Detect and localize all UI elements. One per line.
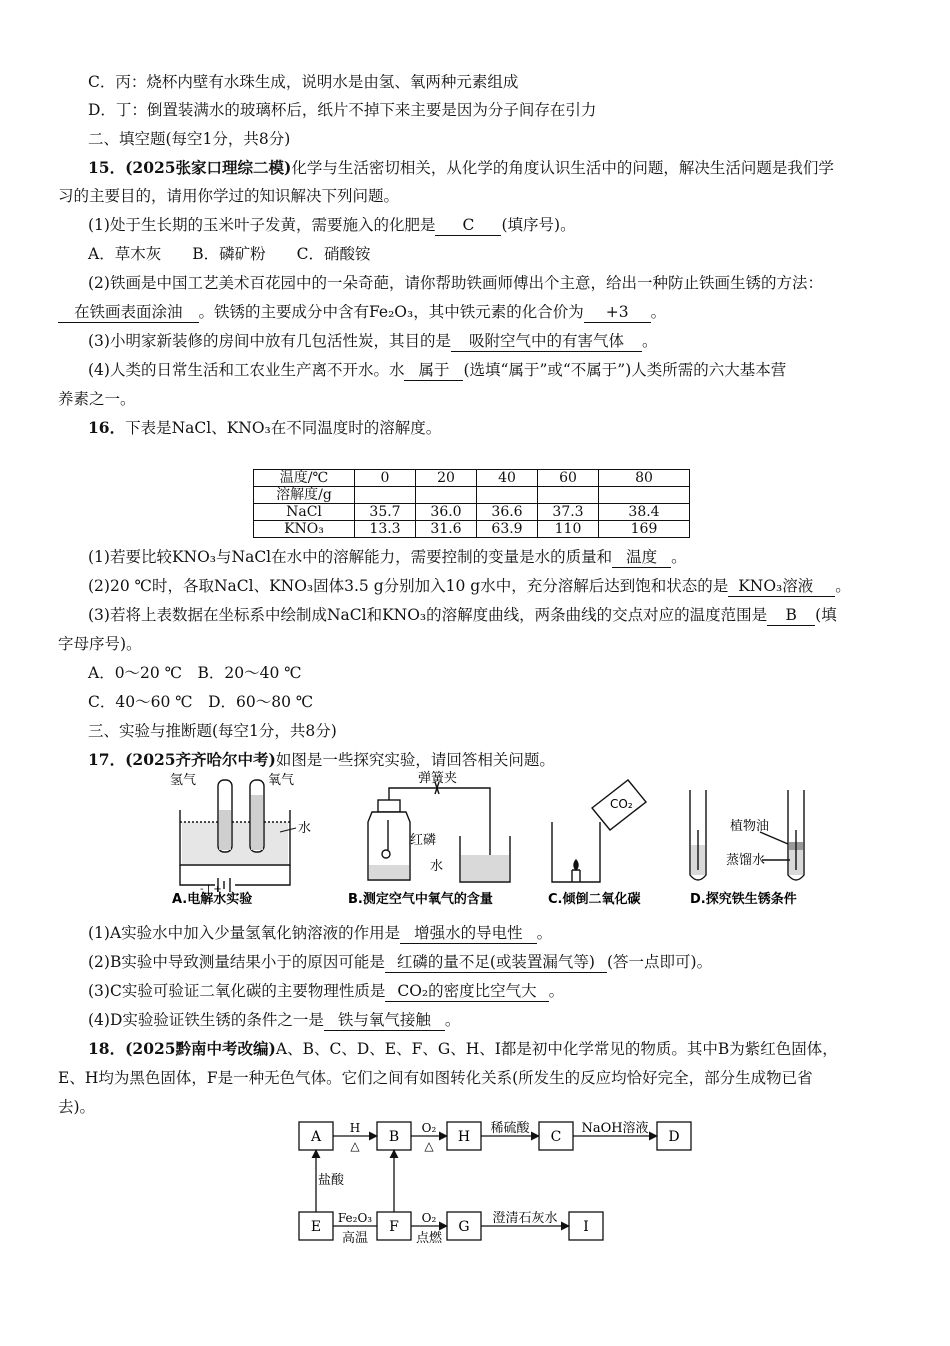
edge-ef-top: Fe₂O₃ [337, 1211, 373, 1225]
q16-number: 16． [88, 418, 126, 437]
svg-text:G: G [458, 1219, 470, 1235]
label-oxygen: 氧气 [268, 773, 295, 788]
q17-experiment-figure [160, 770, 820, 910]
q15-source: (2025张家口理综二模) [125, 158, 292, 177]
q17-answer2: 红磷的量不足(或装置漏气等) [385, 952, 607, 973]
q16-stem: 16．下表是NaCl、KNO₃在不同温度时的溶解度。 [88, 418, 442, 437]
table-cell [416, 487, 477, 504]
q17-stem: 17．(2025齐齐哈尔中考)如图是一些探究实验，请回答相关问题。 [88, 750, 555, 769]
section-3-heading: 三、实验与推断题(每空1分，共8分) [88, 722, 337, 740]
label-water-b: 水 [430, 859, 444, 874]
edge-fg-bottom: 点燃 [415, 1231, 443, 1246]
q17-number: 17． [88, 750, 126, 769]
section-2-heading: 二、填空题(每空1分，共8分) [88, 130, 291, 148]
label-hydrogen: 氢气 [170, 773, 197, 788]
label-distilled-water: 蒸馏水 [726, 853, 766, 868]
edge-bh-bottom: △ [424, 1139, 434, 1153]
q15-answer2: 在铁画表面涂油 [58, 302, 199, 323]
table-cell: 0 [355, 470, 416, 487]
svg-text:H: H [457, 1129, 471, 1145]
table-header-solubility: 溶解度/g [254, 487, 355, 504]
table-cell [477, 487, 538, 504]
q18-source: (2025黔南中考改编) [125, 1039, 276, 1058]
label-co2: CO₂ [610, 797, 633, 811]
q16-answer1: 温度 [612, 547, 671, 568]
table-cell: 40 [477, 470, 538, 487]
q15-answer1: C [435, 215, 501, 236]
svg-text:E: E [310, 1219, 322, 1235]
svg-text:F: F [389, 1219, 399, 1235]
edge-ef-bottom: 高温 [341, 1231, 369, 1246]
q16-options-cd: C．40～60 ℃ D．60～80 ℃ [88, 693, 314, 711]
table-cell [599, 487, 690, 504]
svg-text:C: C [550, 1129, 562, 1145]
q17-part4: (4)D实验验证铁生锈的条件之一是 铁与氧气接触 。 [88, 1011, 461, 1029]
table-row: NaCl 35.7 36.0 36.6 37.3 38.4 [254, 504, 690, 521]
label-spring-clip: 弹簧夹 [418, 771, 458, 786]
q17-answer3: CO₂的密度比空气大 [385, 981, 548, 1002]
q14-option-d: D．丁：倒置装满水的玻璃杯后，纸片不掉下来主要是因为分子间存在引力 [88, 101, 597, 119]
q14-option-c: C．丙：烧杯内壁有水珠生成，说明水是由氢、氧两种元素组成 [88, 73, 519, 91]
edge-bh-top: O₂ [421, 1121, 437, 1135]
q15-number: 15． [88, 158, 126, 177]
q16-options-ab: A．0～20 ℃ B．20～40 ℃ [88, 664, 302, 682]
q16-part2: (2)20 ℃时，各取NaCl、KNO₃固体3.5 g分别加入10 g水中，充分溶解后达到饱和状态的是 KNO₃溶液 。 [88, 577, 851, 595]
q17-answer1: 增强水的导电性 [400, 923, 537, 944]
q15-part1: (1)处于生长期的玉米叶子发黄，需要施入的化肥是 C (填序号)。 [88, 216, 576, 234]
table-header-temp: 温度/℃ [254, 470, 355, 487]
q17-part1: (1)A实验水中加入少量氢氧化钠溶液的作用是 增强水的导电性 。 [88, 924, 553, 942]
q15-part4: (4)人类的日常生活和工农业生产离不开水。水 属于 (选填“属于”或“不属于”)人类所需的六大基本营 [88, 361, 787, 379]
q15-answer3: 吸附空气中的有害气体 [451, 331, 642, 352]
q15-answer2b: +3 [584, 302, 651, 323]
table-row: KNO₃ 13.3 31.6 63.9 110 169 [254, 521, 690, 538]
label-vegetable-oil: 植物油 [730, 819, 770, 834]
edge-ab-bottom: △ [350, 1139, 360, 1153]
q17-source: (2025齐齐哈尔中考) [125, 750, 276, 769]
svg-text:I: I [583, 1219, 589, 1235]
q17-part3: (3)C实验可验证二氧化碳的主要物理性质是 CO₂的密度比空气大 。 [88, 982, 565, 1000]
caption-b: B.测定空气中氧气的含量 [348, 892, 493, 907]
q18-stem-line1: 18．(2025黔南中考改编)A、B、C、D、E、F、G、H、I都是初中化学常见的物质。其中B为紫红色固体， [88, 1039, 838, 1058]
edge-eb-label: 盐酸 [317, 1173, 345, 1188]
svg-text:B: B [388, 1129, 400, 1145]
q15-stem-line1: 15．(2025张家口理综二模)化学与生活密切相关，从化学的角度认识生活中的问题，解决生活问题是我们学 [88, 158, 834, 177]
q15-stem-line2: 习的主要目的，请用你学过的知识解决下列问题。 [58, 187, 400, 205]
table-cell: 80 [599, 470, 690, 487]
label-red-phosphorus: 红磷 [410, 833, 437, 848]
q18-stem-line2: E、H均为黑色固体，F是一种无色气体。它们之间有如图转化关系(所发生的反应均恰好完全，部分生成物已省 [58, 1069, 813, 1087]
q16-answer3: B [767, 605, 815, 626]
q15-part4-line2: 养素之一。 [58, 390, 136, 408]
q15-part3: (3)小明家新装修的房间中放有几包活性炭，其目的是 吸附空气中的有害气体 。 [88, 332, 658, 350]
solubility-table [253, 469, 690, 538]
q18-stem-line3: 去)。 [58, 1098, 96, 1116]
q18-conversion-diagram [295, 1118, 715, 1248]
edge-hc-label: 稀硫酸 [490, 1121, 530, 1136]
label-water-a: 水 [298, 821, 312, 836]
q16-part3-line2: 字母序号)。 [58, 635, 142, 653]
q16-part1: (1)若要比较KNO₃与NaCl在水中的溶解能力，需要控制的变量是水的质量和 温度 。 [88, 548, 687, 566]
edge-fg-top: O₂ [421, 1211, 437, 1225]
caption-c: C.倾倒二氧化碳 [548, 892, 641, 907]
table-cell [538, 487, 599, 504]
edge-ab-top: H [349, 1121, 361, 1135]
q16-answer2: KNO₃溶液 [728, 576, 835, 597]
table-cell [355, 487, 416, 504]
edge-cd-label: NaOH溶液 [581, 1121, 649, 1136]
co2-pouring-apparatus [552, 780, 646, 882]
q18-number: 18． [88, 1039, 126, 1058]
svg-text:- | +: - | + [200, 884, 222, 895]
table-cell: 60 [538, 470, 599, 487]
table-cell: 20 [416, 470, 477, 487]
caption-d: D.探究铁生锈条件 [690, 892, 797, 907]
q17-answer4: 铁与氧气接触 [324, 1010, 445, 1031]
q15-options: A．草木灰 B．磷矿粉 C．硝酸铵 [88, 245, 371, 263]
edge-gi-label: 澄清石灰水 [492, 1211, 558, 1226]
q15-part2: (2)铁画是中国工艺美术百花园中的一朵奇葩，请你帮助铁画师傅出个主意，给出一种防止铁画生锈的方法： [88, 274, 823, 292]
q15-answer4: 属于 [404, 360, 463, 381]
q15-part2-line2: 在铁画表面涂油 。铁锈的主要成分中含有Fe₂O₃，其中铁元素的化合价为 +3 。 [58, 302, 666, 323]
caption-a: A.电解水实验 [172, 892, 253, 907]
svg-text:A: A [310, 1129, 322, 1145]
electrolysis-apparatus [180, 780, 290, 892]
q17-part2: (2)B实验中导致测量结果小于的原因可能是 红磷的量不足(或装置漏气等) (答一点即可)。 [88, 953, 713, 971]
q16-part3: (3)若将上表数据在坐标系中绘制成NaCl和KNO₃的溶解度曲线，两条曲线的交点对应的温度范围是 B (填 [88, 606, 837, 624]
svg-text:D: D [668, 1129, 680, 1145]
